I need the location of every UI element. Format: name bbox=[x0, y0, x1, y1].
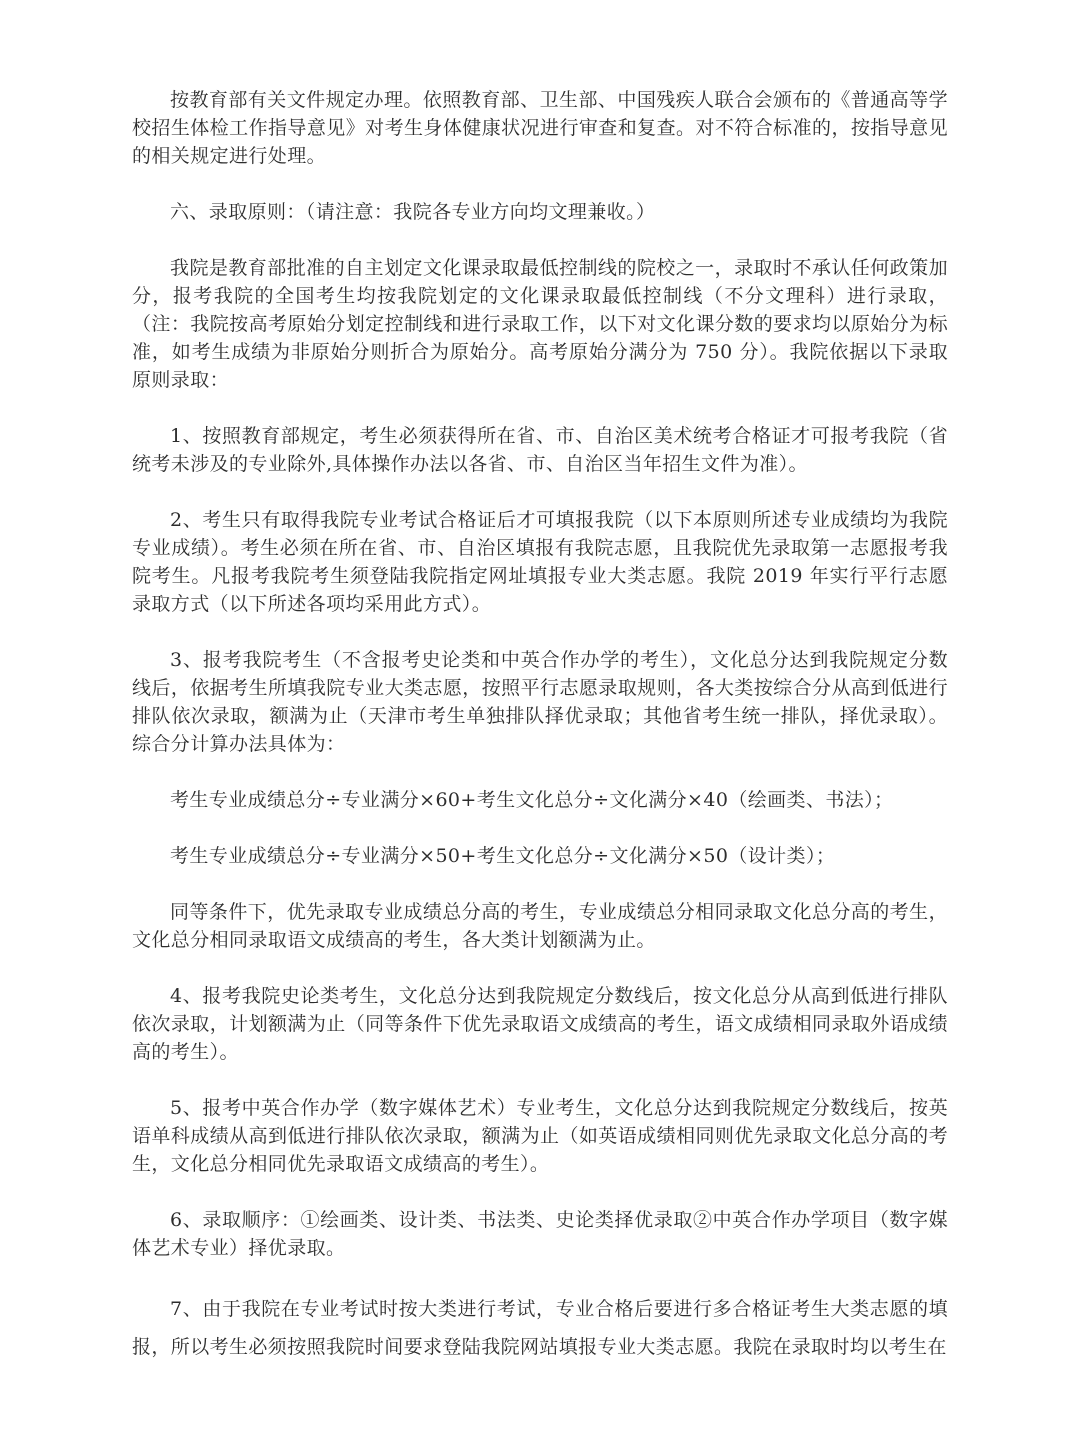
paragraph-physical-exam-rule: 按教育部有关文件规定办理。依照教育部、卫生部、中国残疾人联合会颁布的《普通高等学校招生体检工作指导意见》对考生身体健康状况进行审查和复查。对不符合标准的，按指导意见的相关规定进行处理。 bbox=[132, 89, 948, 167]
list-item-rule-7: 7、由于我院在专业考试时按大类进行考试，专业合格后要进行多合格证考生大类志愿的填报，所以考生必须按照我院时间要求登陆我院网站填报专业大类志愿。我院在录取时均以考生在 bbox=[132, 1298, 948, 1358]
list-item-rule-3: 3、报考我院考生（不含报考史论类和中英合作办学的考生），文化总分达到我院规定分数线后，依据考生所填我院专业大类志愿，按照平行志愿录取规则，各大类按综合分从高到低进行排队依次录取，额满为止（天津市考生单独排队择优录取；其他省考生统一排队，择优录取）。综合分计算办法具体为： bbox=[132, 649, 948, 755]
document-content bbox=[132, 86, 948, 1366]
list-item-rule-2: 2、考生只有取得我院专业考试合格证后才可填报我院（以下本原则所述专业成绩均为我院专业成绩）。考生必须在所在省、市、自治区填报有我院志愿，且我院优先录取第一志愿报考我院考生。凡报考我院考生须登陆我院指定网址填报专业大类志愿。我院 2019 年实行平行志愿录取方式（以下所述各项均采用此方式）。 bbox=[132, 509, 948, 615]
list-item-rule-1: 1、按照教育部规定，考生必须获得所在省、市、自治区美术统考合格证才可报考我院（省统考未涉及的专业除外,具体操作办法以各省、市、自治区当年招生文件为准）。 bbox=[132, 425, 948, 475]
section-heading-admission-principles: 六、录取原则：（请注意：我院各专业方向均文理兼收。） bbox=[170, 201, 656, 223]
paragraph-tiebreak-rule: 同等条件下，优先录取专业成绩总分高的考生，专业成绩总分相同录取文化总分高的考生，文化总分相同录取语文成绩高的考生，各大类计划额满为止。 bbox=[132, 901, 948, 951]
list-item-rule-6: 6、录取顺序：①绘画类、设计类、书法类、史论类择优录取②中英合作办学项目（数字媒体艺术专业）择优录取。 bbox=[132, 1209, 948, 1259]
list-item-rule-4: 4、报考我院史论类考生，文化总分达到我院规定分数线后，按文化总分从高到低进行排队依次录取，计划额满为止（同等条件下优先录取语文成绩高的考生，语文成绩相同录取外语成绩高的考生）。 bbox=[132, 985, 948, 1063]
formula-design: 考生专业成绩总分÷专业满分×50+考生文化总分÷文化满分×50（设计类）； bbox=[170, 845, 836, 867]
formula-painting-calligraphy: 考生专业成绩总分÷专业满分×60+考生文化总分÷文化满分×40（绘画类、书法）； bbox=[170, 789, 894, 811]
paragraph-section-intro: 我院是教育部批准的自主划定文化课录取最低控制线的院校之一，录取时不承认任何政策加分，报考我院的全国考生均按我院划定的文化课录取最低控制线（不分文理科）进行录取，（注：我院按高考原始分划定控制线和进行录取工作，以下对文化课分数的要求均以原始分为标准，如考生成绩为非原始分则折合为原始分。高考原始分满分为 750 分）。我院依据以下录取原则录取： bbox=[132, 257, 948, 391]
list-item-rule-5: 5、报考中英合作办学（数字媒体艺术）专业考生，文化总分达到我院规定分数线后，按英语单科成绩从高到低进行排队依次录取，额满为止（如英语成绩相同则优先录取文化总分高的考生，文化总分相同优先录取语文成绩高的考生）。 bbox=[132, 1097, 948, 1175]
